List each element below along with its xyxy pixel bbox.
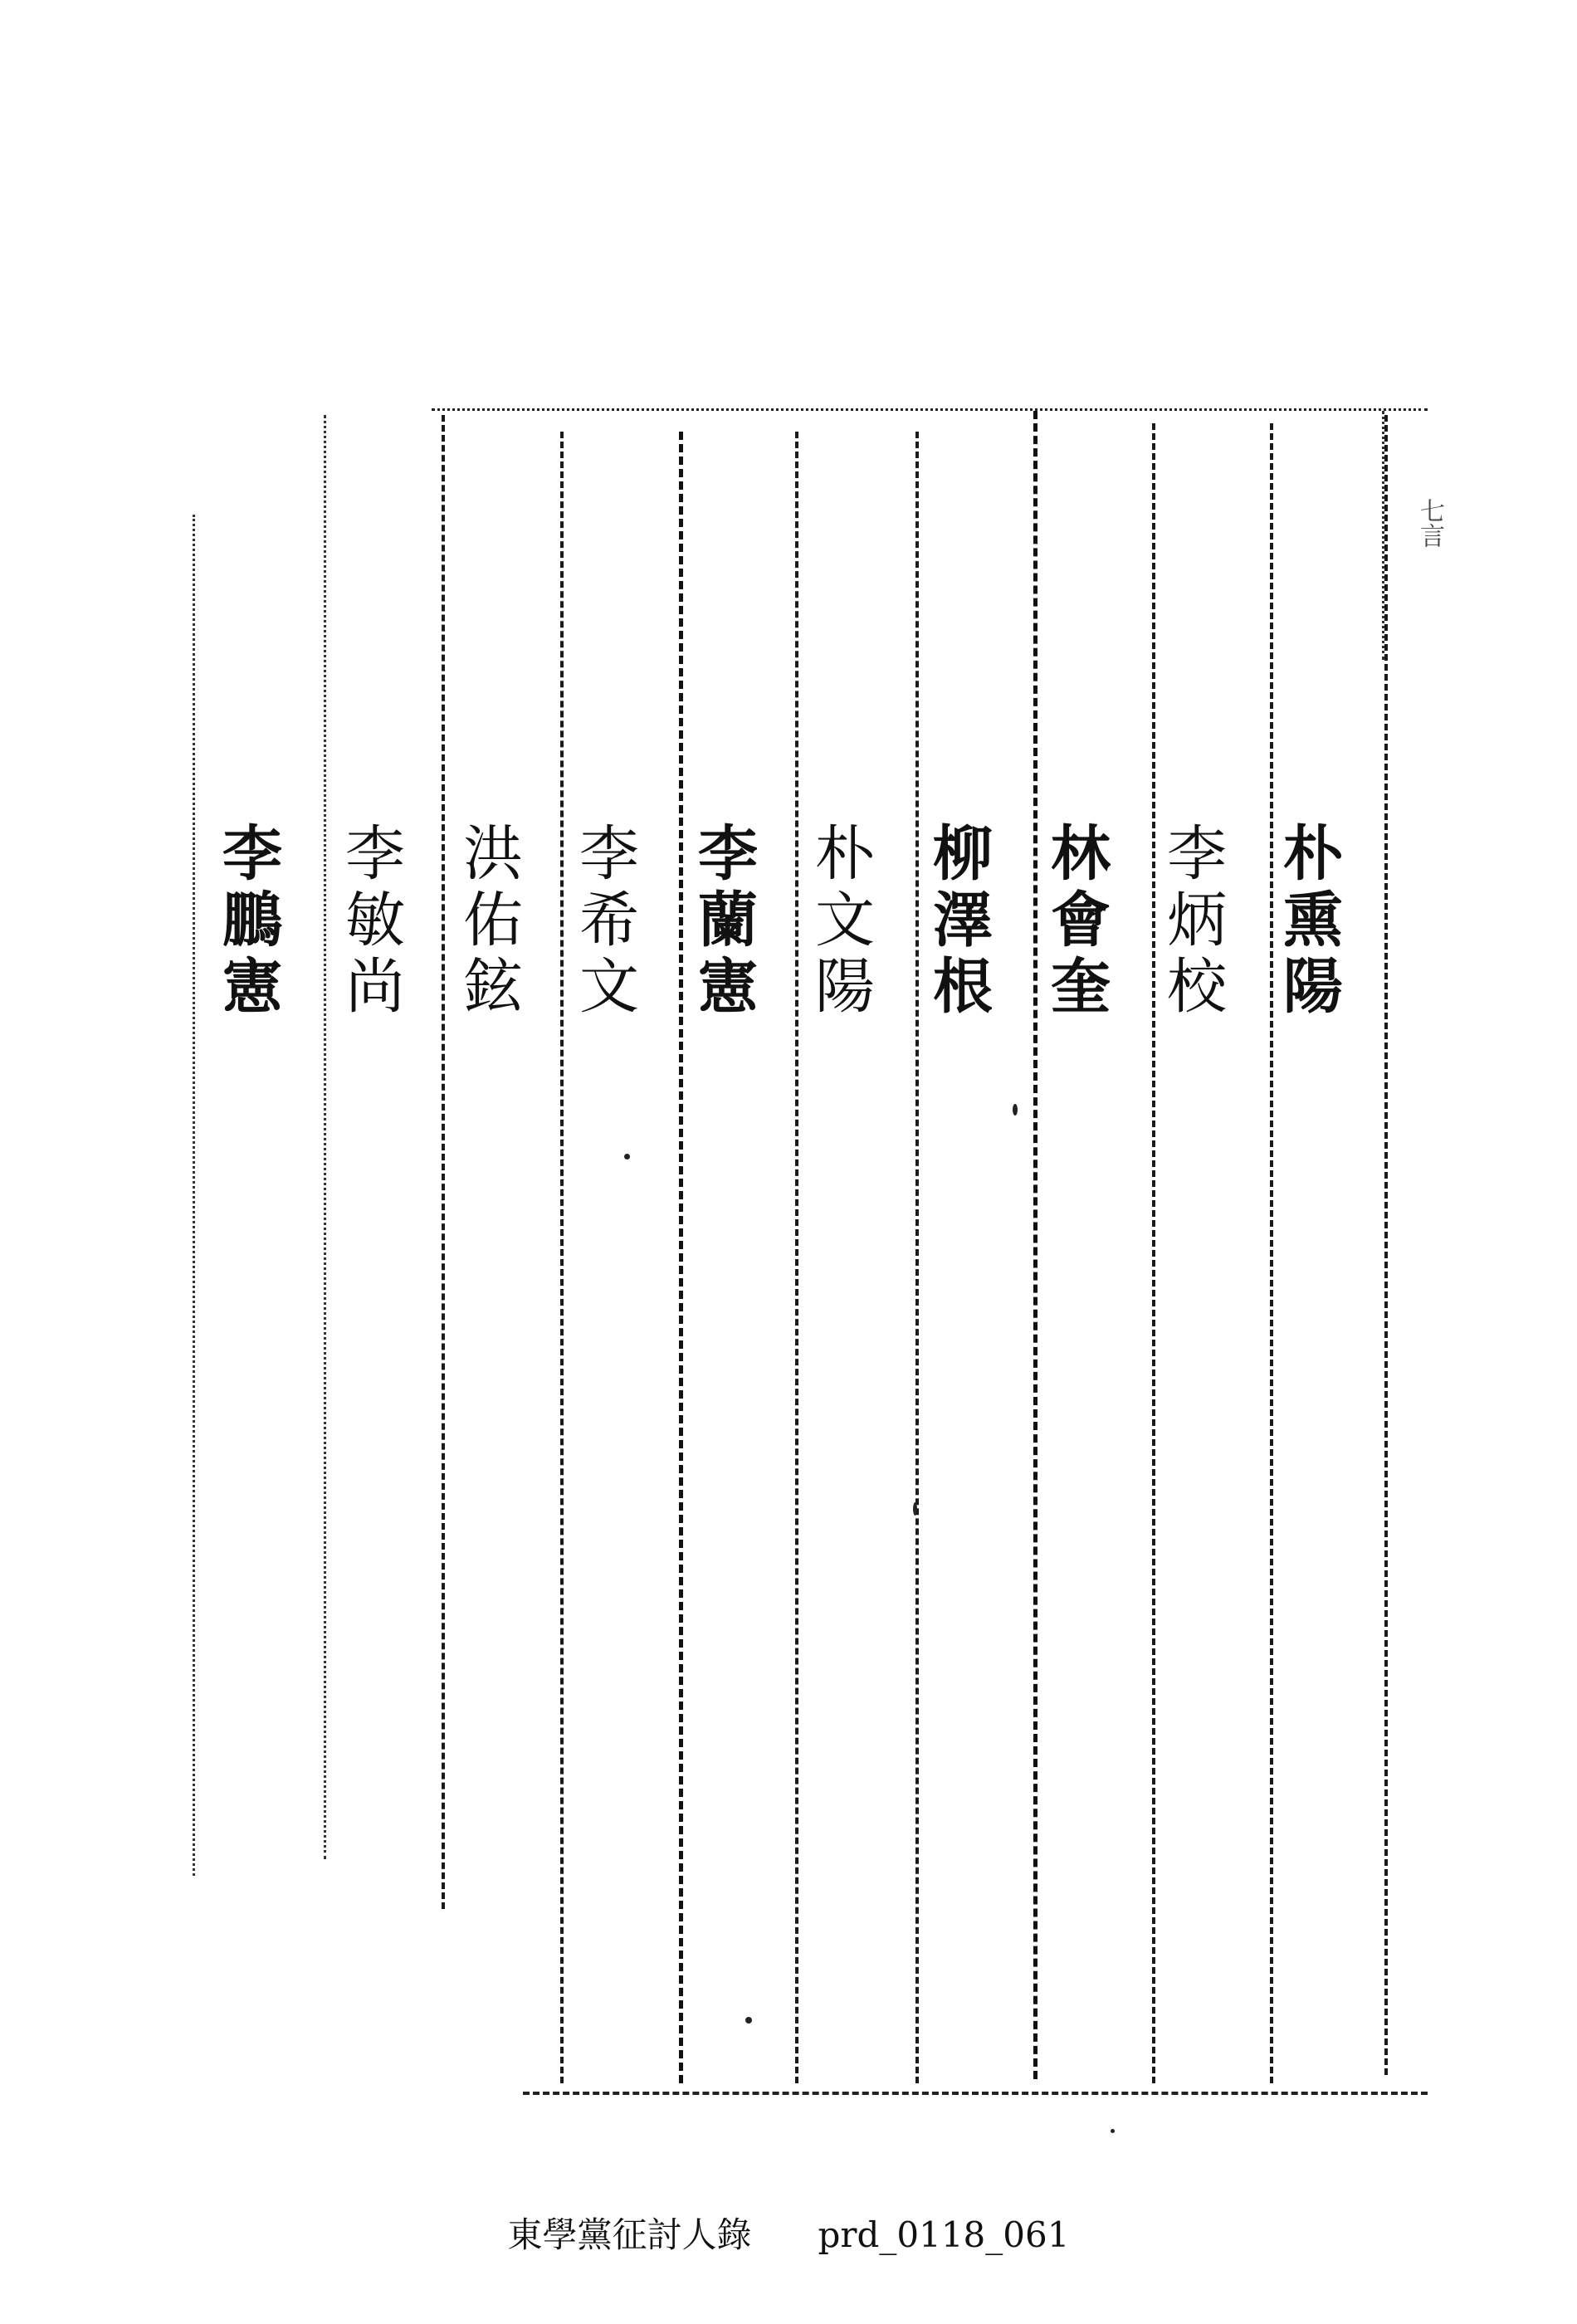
name-entry-10: 李鵬憲 — [212, 822, 283, 1021]
name-entry-1: 朴熏陽 — [1273, 822, 1344, 1021]
collection-title: 東學黨征討人錄 — [507, 2214, 752, 2255]
column-rule — [560, 432, 564, 2083]
name-entry-7: 李希文 — [569, 822, 639, 1021]
column-rule — [1382, 411, 1384, 660]
column-rule — [193, 515, 195, 1876]
margin-fragment: 七言 — [1415, 498, 1444, 548]
column-rule — [324, 415, 326, 1859]
ink-speck — [1111, 2129, 1115, 2133]
column-rule — [1384, 415, 1388, 2075]
ink-speck — [745, 2017, 752, 2024]
name-entry-6: 李蘭憲 — [688, 822, 759, 1021]
column-rule — [1033, 411, 1038, 2079]
name-entry-2: 李炳校 — [1157, 822, 1227, 1021]
name-entry-8: 洪佑鉉 — [453, 822, 523, 1021]
ink-speck — [1013, 1104, 1018, 1116]
column-rule — [1270, 423, 1273, 2083]
page-id: prd_0118_061 — [818, 2214, 1070, 2255]
column-rule — [915, 432, 919, 2083]
name-entry-5: 朴文陽 — [805, 822, 875, 1021]
footer-caption — [0, 2208, 1577, 2258]
bottom-border-rule — [523, 2092, 1428, 2095]
ink-speck — [913, 1502, 917, 1516]
column-rule — [795, 432, 798, 2083]
name-entry-4: 柳澤根 — [923, 822, 994, 1021]
ink-speck — [624, 1154, 630, 1160]
name-entry-9: 李敏尚 — [335, 822, 405, 1021]
column-rule — [1152, 423, 1155, 2083]
top-border-rule — [432, 408, 1428, 411]
column-rule — [442, 415, 445, 1909]
column-rule — [679, 432, 683, 2083]
name-entry-3: 林會奎 — [1041, 822, 1111, 1021]
